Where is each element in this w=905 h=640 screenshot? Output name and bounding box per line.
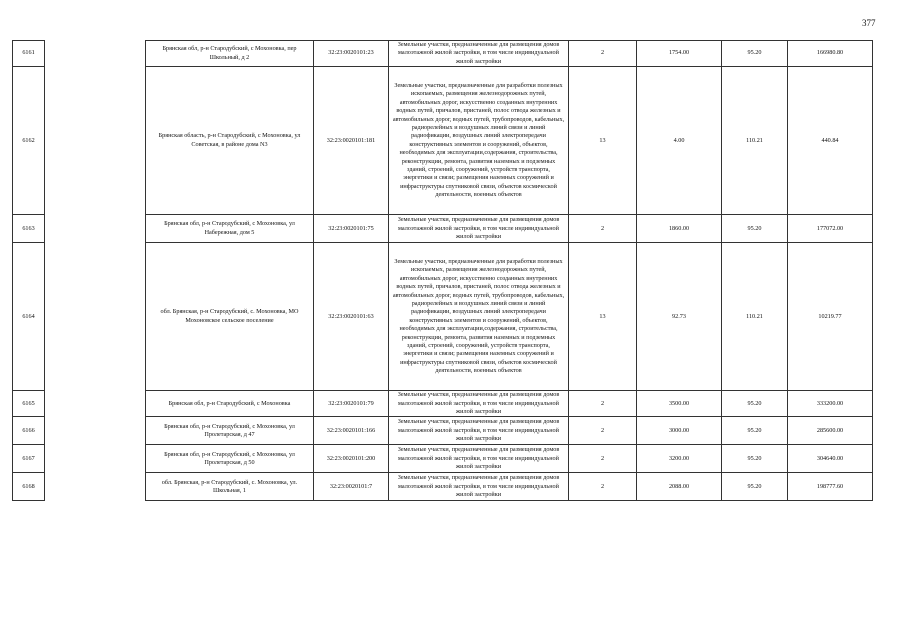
category-cell: 2 [569,215,637,243]
category-cell: 2 [569,445,637,473]
land-use-description-cell: Земельные участки, предназначенные для размещения домов малоэтажной жилой застройки, в том числе индивидуальной жилой застройки [389,473,569,501]
cadastral-value-cell: 440.84 [788,67,873,215]
address-cell: Брянская обл, р-н Стародубский, с Мохоновка, ул Пролетарская, д 50 [146,445,314,473]
rate-cell: 110.21 [722,243,788,391]
address-cell: Брянская обл, р-н Стародубский, с Мохоновка, ул Набережная, дом 5 [146,215,314,243]
area-cell: 4.00 [637,67,722,215]
area-cell: 3200.00 [637,445,722,473]
area-cell: 3500.00 [637,391,722,417]
row-id: 6166 [13,417,45,445]
cadastral-number-cell: 32:23:0020101:7 [314,473,389,501]
land-use-description-cell: Земельные участки, предназначенные для размещения домов малоэтажной жилой застройки, в том числе индивидуальной жилой застройки [389,215,569,243]
cadastral-value-cell: 333200.00 [788,391,873,417]
area-cell: 2088.00 [637,473,722,501]
row-id: 6168 [13,473,45,501]
cadastral-number-cell: 32:23:0020101:63 [314,243,389,391]
rate-cell: 95.20 [722,391,788,417]
land-use-description-cell: Земельные участки, предназначенные для разработки полезных ископаемых, размещения железнодорожных путей, автомобильных дорог, искусственно созданных внутренних водных путей, причалов, пристаней, полос отвода железных и автомобильных дорог, водных путей, трубопроводов, кабельных, радиорелейных и воздушных линий связи и линий радиофикации, воздушных линий электропередачи конструктивных элементов и сооружений, объектов, необходимых для эксплуатации,содержания, строительства, реконструкции, ремонта, развития наземных и подземных зданий, строений, сооружений, устройств транспорта, энергетики и связи; размещения наземных сооружений и инфраструктуры спутниковой связи, объектов космической деятельности, военных объектов [389,67,569,215]
rate-cell: 95.20 [722,417,788,445]
cadastral-number-cell: 32:23:0020101:23 [314,41,389,67]
category-cell: 13 [569,67,637,215]
cadastral-value-cell: 198777.60 [788,473,873,501]
cadastral-value-cell: 166980.80 [788,41,873,67]
table-row [13,417,873,445]
table-body [13,41,873,501]
address-cell: обл. Брянская, р-н Стародубский, с. Мохоновка, МО Мохоновское сельское поселение [146,243,314,391]
rate-cell: 110.21 [722,67,788,215]
rate-cell: 95.20 [722,215,788,243]
row-id: 6167 [13,445,45,473]
land-use-description-cell: Земельные участки, предназначенные для размещения домов малоэтажной жилой застройки, в том числе индивидуальной жилой застройки [389,417,569,445]
row-id: 6163 [13,215,45,243]
cadastral-number-cell: 32:23:0020101:181 [314,67,389,215]
area-cell: 1860.00 [637,215,722,243]
table-row [13,243,873,391]
category-cell: 2 [569,473,637,501]
cadastral-number-cell: 32:23:0020101:200 [314,445,389,473]
address-cell: Брянская область, р-н Стародубский, с Мохоновка, ул Советская, в районе дома N3 [146,67,314,215]
cadastral-value-table [12,40,873,501]
area-cell: 92.73 [637,243,722,391]
cadastral-number-cell: 32:23:0020101:75 [314,215,389,243]
category-cell: 2 [569,391,637,417]
cadastral-value-cell: 177072.00 [788,215,873,243]
table-row [13,67,873,215]
row-id: 6165 [13,391,45,417]
cadastral-value-cell: 304640.00 [788,445,873,473]
spacer-cell [45,243,146,391]
row-id: 6164 [13,243,45,391]
rate-cell: 95.20 [722,41,788,67]
rate-cell: 95.20 [722,473,788,501]
address-cell: Брянская обл, р-н Стародубский, с Мохоновка [146,391,314,417]
page-number: 377 [862,18,876,28]
category-cell: 2 [569,41,637,67]
cadastral-number-cell: 32:23:0020101:166 [314,417,389,445]
land-use-description-cell: Земельные участки, предназначенные для размещения домов малоэтажной жилой застройки, в том числе индивидуальной жилой застройки [389,445,569,473]
address-cell: Брянская обл, р-н Стародубский, с Мохоновка, пер Школьный, д 2 [146,41,314,67]
table-row [13,391,873,417]
land-use-description-cell: Земельные участки, предназначенные для размещения домов малоэтажной жилой застройки, в том числе индивидуальной жилой застройки [389,391,569,417]
spacer-cell [45,215,146,243]
spacer-cell [45,67,146,215]
row-id: 6161 [13,41,45,67]
table-row [13,41,873,67]
table-row [13,445,873,473]
cadastral-value-cell: 285600.00 [788,417,873,445]
spacer-cell [45,391,146,417]
land-use-description-cell: Земельные участки, предназначенные для разработки полезных ископаемых, размещения железнодорожных путей, автомобильных дорог, искусственно созданных внутренних водных путей, причалов, пристаней, полос отвода железных и автомобильных дорог, водных путей, трубопроводов, кабельных, радиорелейных и воздушных линий связи и линий радиофикации, воздушных линий электропередачи конструктивных элементов и сооружений, объектов, необходимых для эксплуатации,содержания, строительства, реконструкции, ремонта, развития наземных и подземных зданий, строений, сооружений, устройств транспорта, энергетики и связи; размещения наземных сооружений и инфраструктуры спутниковой связи, объектов космической деятельности, военных объектов [389,243,569,391]
cadastral-value-cell: 10219.77 [788,243,873,391]
category-cell: 13 [569,243,637,391]
spacer-cell [45,41,146,67]
row-id: 6162 [13,67,45,215]
spacer-cell [45,417,146,445]
table-row [13,473,873,501]
land-use-description-cell: Земельные участки, предназначенные для размещения домов малоэтажной жилой застройки, в том числе индивидуальной жилой застройки [389,41,569,67]
spacer-cell [45,473,146,501]
category-cell: 2 [569,417,637,445]
rate-cell: 95.20 [722,445,788,473]
area-cell: 1754.00 [637,41,722,67]
cadastral-number-cell: 32:23:0020101:79 [314,391,389,417]
address-cell: Брянская обл, р-н Стародубский, с Мохоновка, ул Пролетарская, д 47 [146,417,314,445]
table-row [13,215,873,243]
area-cell: 3000.00 [637,417,722,445]
spacer-cell [45,445,146,473]
address-cell: обл. Брянская, р-н Стародубский, с. Мохоновка, ул. Школьная, 1 [146,473,314,501]
